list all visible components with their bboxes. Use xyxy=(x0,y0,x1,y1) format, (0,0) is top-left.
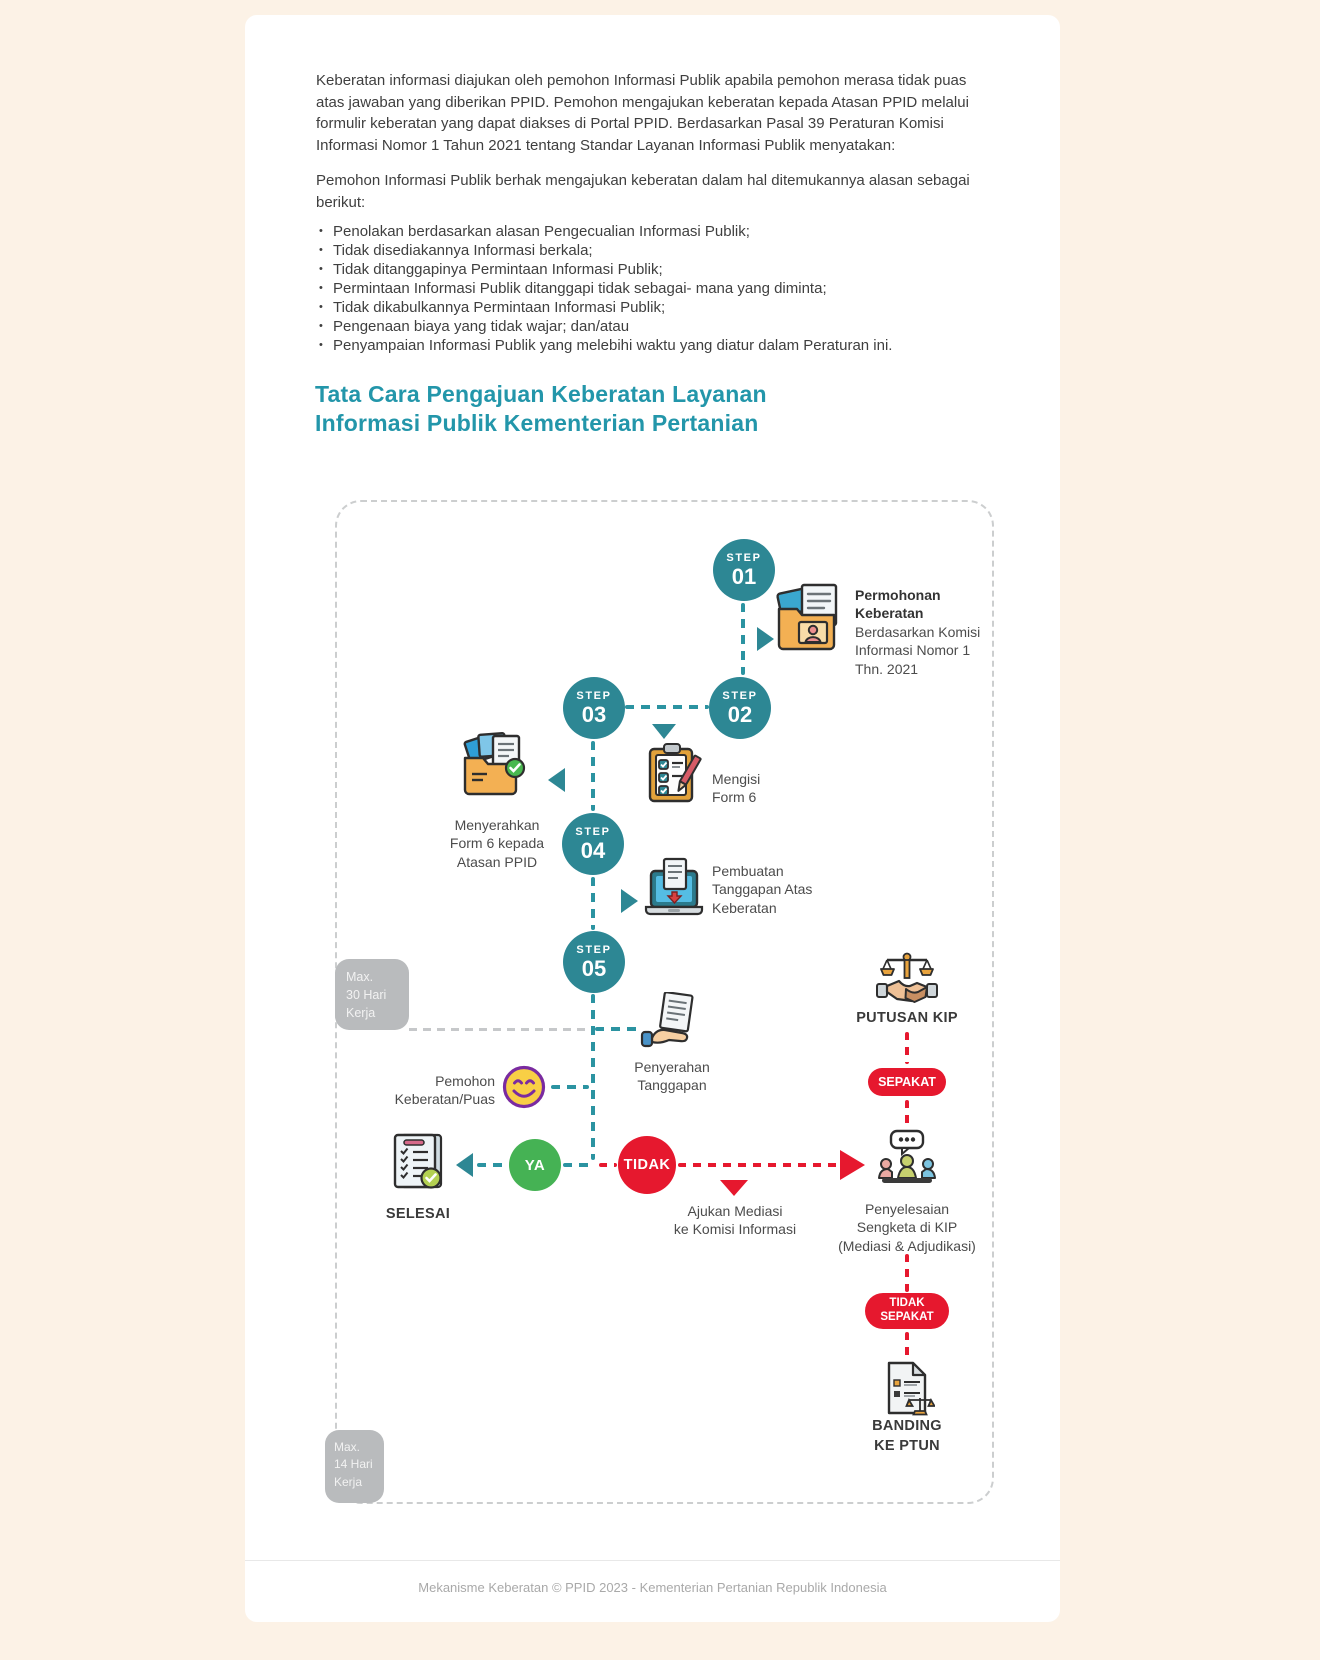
step-number: 05 xyxy=(581,955,607,981)
arrow-right-red-icon xyxy=(840,1150,865,1180)
badge-line: TIDAK xyxy=(889,1297,925,1310)
selesai-label: SELESAI xyxy=(385,1206,451,1222)
putusan-kip-label: PUTUSAN KIP xyxy=(856,1010,958,1026)
badge-line: Kerja xyxy=(346,1006,376,1021)
connector-step05-decision xyxy=(591,994,595,1160)
duration-badge-14-days xyxy=(325,1430,384,1503)
section-heading xyxy=(315,380,767,439)
label-line: Sengketa di KIP xyxy=(856,1219,958,1236)
connector-step01-step02 xyxy=(741,603,745,675)
step-number: 04 xyxy=(580,837,606,863)
label-line: Penyelesaian xyxy=(864,1201,950,1217)
step-04-label xyxy=(712,862,842,917)
smiley-face-icon xyxy=(501,1064,547,1110)
connector-to-handover xyxy=(595,1027,641,1031)
label-line: Form 6 xyxy=(712,789,757,806)
mediation-meeting-icon xyxy=(874,1128,940,1194)
arrow-right-icon xyxy=(621,889,638,913)
connector-sepakat-penyelesaian xyxy=(905,1100,909,1126)
step-number: 02 xyxy=(727,701,753,727)
label-line: Tanggapan xyxy=(637,1077,707,1094)
step-tag: STEP xyxy=(576,943,612,956)
step-05-label xyxy=(607,1058,737,1095)
step-01-circle xyxy=(713,539,775,601)
connector-smiley-spine xyxy=(551,1085,589,1089)
step-tag: STEP xyxy=(575,825,611,838)
step-03-circle xyxy=(563,677,625,739)
connector-penyelesaian-tidaksepakat xyxy=(905,1254,909,1292)
step-02-label xyxy=(712,770,822,807)
connector-tidaksepakat-banding xyxy=(905,1332,909,1358)
bullet-item: • Penolakan berdasarkan alasan Pengecualian Informasi Publik; xyxy=(318,222,1008,241)
penyelesaian-label xyxy=(822,1200,992,1255)
label-line: Permohonan xyxy=(855,587,941,603)
label-line: Pemohon xyxy=(435,1073,495,1089)
arrow-down-red-icon xyxy=(720,1180,748,1196)
footer-text: Mekanisme Keberatan © PPID 2023 - Kementerian Pertanian Republik Indonesia xyxy=(418,1580,887,1595)
arrow-down-icon xyxy=(652,724,676,739)
content-card xyxy=(245,15,1060,1622)
decision-no-node: TIDAK xyxy=(618,1136,676,1194)
scales-handshake-icon xyxy=(875,948,939,1012)
connector-step03-step02 xyxy=(625,705,709,709)
banding-ptun-label xyxy=(832,1416,982,1457)
label-line: Keberatan xyxy=(712,899,777,916)
label-line: (Mediasi & Adjudikasi) xyxy=(838,1237,976,1254)
label-line: Ajukan Mediasi xyxy=(687,1203,783,1219)
connector-spine-tidak xyxy=(599,1163,617,1167)
section-divider-dashes xyxy=(409,1028,587,1031)
label-line: ke Komisi Informasi xyxy=(673,1221,797,1238)
badge-line: Max. xyxy=(346,970,374,984)
step-05-circle xyxy=(563,931,625,993)
folder-request-icon xyxy=(772,579,848,655)
step-number: 03 xyxy=(581,701,607,727)
hand-document-icon xyxy=(640,992,700,1052)
flowchart-container xyxy=(335,500,994,1504)
step-tag: STEP xyxy=(726,551,762,564)
label-line: KE PTUN xyxy=(874,1438,940,1455)
pemohon-label xyxy=(347,1072,495,1109)
label-line: Menyerahkan xyxy=(454,817,540,833)
bullet-item: • Penyampaian Informasi Publik yang melebihi waktu yang diatur dalam Peraturan ini. xyxy=(318,336,1008,355)
label-line: Mengisi xyxy=(712,771,761,787)
bullet-item: • Tidak ditanggapinya Permintaan Informasi Publik; xyxy=(318,260,1008,279)
connector-step03-step04 xyxy=(591,741,595,811)
badge-line: 30 Hari xyxy=(346,988,387,1003)
label-line: BANDING xyxy=(872,1418,942,1434)
bullet-item: • Tidak dikabulkannya Permintaan Informasi Publik; xyxy=(318,298,1008,317)
label-line: Informasi Nomor 1 xyxy=(855,642,971,659)
bullet-item: • Tidak disediakannya Informasi berkala; xyxy=(318,241,1008,260)
badge-line: SEPAKAT xyxy=(880,1311,934,1323)
badge-line: Kerja xyxy=(334,1474,363,1489)
connector-tidak-mediasi xyxy=(678,1163,838,1167)
step-tag: STEP xyxy=(576,689,612,702)
intro-paragraph-2: Pemohon Informasi Publik berhak mengajukan keberatan dalam hal ditemukannya alasan sebagai berikut: xyxy=(316,172,970,211)
label-line: Tanggapan Atas xyxy=(712,881,813,898)
label-line: Thn. 2021 xyxy=(855,660,919,677)
label-line: Pembuatan xyxy=(712,863,784,879)
connector-putusan-sepakat xyxy=(905,1032,909,1064)
bullet-item: • Pengenaan biaya yang tidak wajar; dan/atau xyxy=(318,317,1008,336)
bullet-list xyxy=(318,222,1008,355)
label-line: Penyerahan xyxy=(634,1059,710,1075)
ajukan-mediasi-label xyxy=(645,1202,825,1239)
heading-line: Informasi Publik Kementerian Pertanian xyxy=(315,410,759,437)
label-line: Atasan PPID xyxy=(456,853,538,870)
footer-divider xyxy=(245,1560,1060,1561)
laptop-response-icon xyxy=(640,855,708,923)
connector-step04-step05 xyxy=(591,877,595,930)
connector-ya-spine xyxy=(563,1163,591,1167)
connector-ya-selesai xyxy=(477,1163,507,1167)
intro-paragraph-1: Keberatan informasi diajukan oleh pemohon Informasi Publik apabila pemohon merasa tidak puas atas jawaban yang diberikan PPID. Pemohon mengajukan keberatan kepada Atasan PPID melalui formulir keberatan yang dapat diakses di Portal PPID. Berdasarkan Pasal 39 Peraturan Komisi Informasi Nomor 1 Tahun 2021 tentang Standar Layanan Informasi Publik menyatakan: xyxy=(316,72,969,154)
arrow-left-icon xyxy=(548,768,565,792)
bullet-item: • Permintaan Informasi Publik ditanggapi tidak sebagai- mana yang diminta; xyxy=(318,279,1008,298)
step-02-circle xyxy=(709,677,771,739)
step-03-label xyxy=(412,816,582,871)
folder-submit-icon xyxy=(457,728,533,804)
clipboard-form-icon xyxy=(640,742,704,806)
label-line: Keberatan xyxy=(855,605,924,622)
step-number: 01 xyxy=(731,563,757,589)
badge-line: Max. xyxy=(334,1440,361,1454)
label-line: Form 6 kepada xyxy=(449,835,545,852)
badge-line: 14 Hari xyxy=(334,1457,373,1472)
tidak-sepakat-badge xyxy=(865,1293,949,1329)
heading-line: Tata Cara Pengajuan Keberatan Layanan xyxy=(315,381,767,407)
step-tag: STEP xyxy=(722,689,758,702)
arrow-left-icon xyxy=(456,1153,473,1177)
sepakat-badge: SEPAKAT xyxy=(868,1068,946,1096)
decision-yes-node: YA xyxy=(509,1139,561,1191)
checklist-done-icon xyxy=(387,1130,449,1192)
court-appeal-icon xyxy=(879,1360,935,1416)
step-04-circle xyxy=(562,813,624,875)
label-line: Keberatan/Puas xyxy=(394,1091,495,1108)
step-01-label xyxy=(855,586,1025,678)
duration-badge-30-days xyxy=(335,959,409,1030)
label-line: Berdasarkan Komisi xyxy=(855,623,981,640)
